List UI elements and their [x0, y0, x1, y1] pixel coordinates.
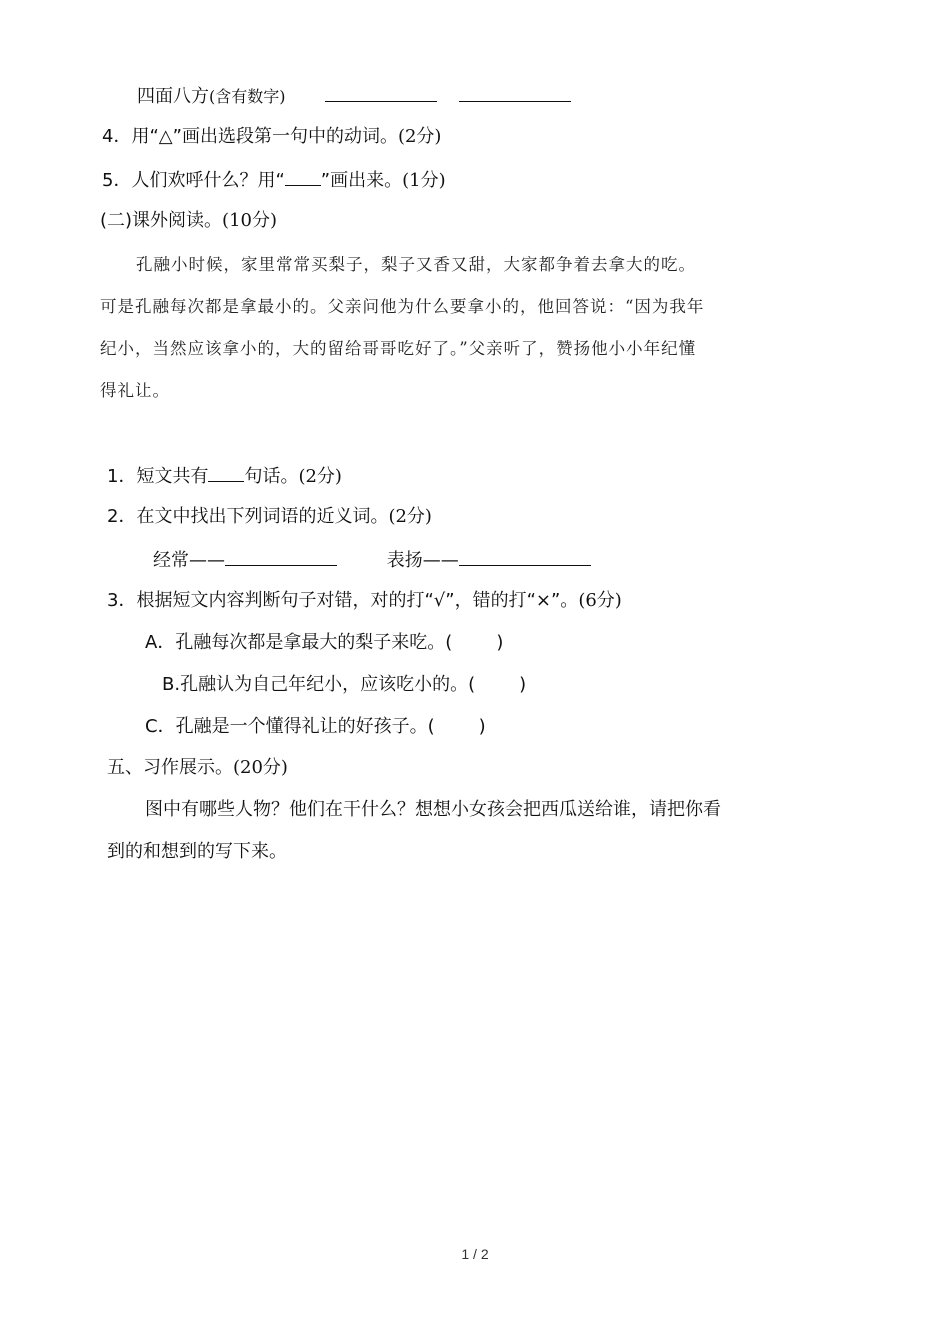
top-line — [137, 83, 571, 109]
page-number: 1 / 2 — [461, 1246, 489, 1262]
reading-passage — [100, 244, 750, 412]
judge-item-c-close: ) — [478, 716, 486, 737]
synonym-row — [153, 547, 591, 573]
sub-question-2-text: 2．在文中找出下列词语的近义词。 — [107, 506, 389, 527]
judge-item-a — [145, 631, 503, 655]
section-5-heading — [107, 756, 288, 780]
sub-question-2-score: (2分) — [388, 506, 432, 527]
sub-question-1-score: (2分) — [298, 466, 342, 487]
underline-sample — [285, 167, 321, 186]
idiom-note: (含有数字) — [209, 87, 286, 106]
question-5-text-before: 5．人们欢呼什么？用“ — [102, 170, 285, 191]
sub-question-3-score: (6分) — [578, 590, 622, 611]
sub-question-3-text: 3．根据短文内容判断句子对错，对的打“√”，错的打“×”。 — [107, 590, 579, 611]
answer-blank-2[interactable] — [459, 83, 571, 102]
question-5 — [102, 167, 446, 193]
sub-question-1-text-after: 句话。 — [244, 466, 299, 487]
judge-item-a-close: ) — [496, 632, 504, 653]
section-5-score: (20分) — [233, 757, 288, 778]
question-4 — [102, 125, 441, 149]
sentence-count-blank[interactable] — [208, 463, 244, 482]
synonym-blank-2[interactable] — [459, 547, 591, 566]
question-4-score: (2分) — [397, 126, 442, 147]
synonym-word-1: 经常—— — [153, 550, 225, 571]
passage-line-1: 孔融小时候，家里常常买梨子，梨子又香又甜，大家都争着去拿大的吃。 — [136, 255, 696, 274]
writing-prompt-line-2: 到的和想到的写下来。 — [107, 841, 287, 862]
sub-question-3 — [107, 589, 622, 613]
sub-question-1-text-before: 1．短文共有 — [107, 466, 209, 487]
section-2-score: (10分) — [222, 210, 277, 231]
judge-item-c — [145, 715, 486, 739]
question-5-text-after: ”画出来。 — [320, 170, 403, 191]
passage-line-3: 纪小，当然应该拿小的，大的留给哥哥吃好了。”父亲听了，赞扬他小小年纪懂 — [100, 339, 697, 358]
judge-item-b — [162, 673, 526, 697]
judge-item-c-text: C．孔融是一个懂得礼让的好孩子。( — [145, 716, 435, 737]
sub-question-1 — [107, 463, 342, 489]
synonym-word-2: 表扬—— — [386, 550, 459, 571]
passage-line-4: 得礼让。 — [100, 381, 170, 400]
question-5-score: (1分) — [402, 170, 446, 191]
synonym-blank-1[interactable] — [225, 547, 337, 566]
judge-item-b-close: ) — [519, 674, 527, 695]
answer-blank-1[interactable] — [325, 83, 437, 102]
section-2-heading — [100, 209, 277, 233]
question-4-text: 4．用“△”画出选段第一句中的动词。 — [102, 126, 398, 147]
sub-question-2 — [107, 505, 432, 529]
section-5-title: 五、习作展示。 — [107, 757, 233, 778]
passage-line-2: 可是孔融每次都是拿最小的。父亲问他为什么要拿小的，他回答说：“因为我年 — [100, 297, 705, 316]
judge-item-b-text: B.孔融认为自己年纪小，应该吃小的。( — [162, 674, 476, 695]
writing-prompt-line-1: 图中有哪些人物？他们在干什么？想想小女孩会把西瓜送给谁，请把你看 — [145, 799, 721, 820]
idiom-word: 四面八方 — [137, 86, 209, 107]
judge-item-a-text: A．孔融每次都是拿最大的梨子来吃。( — [145, 632, 453, 653]
section-2-title: (二)课外阅读。 — [100, 210, 223, 231]
